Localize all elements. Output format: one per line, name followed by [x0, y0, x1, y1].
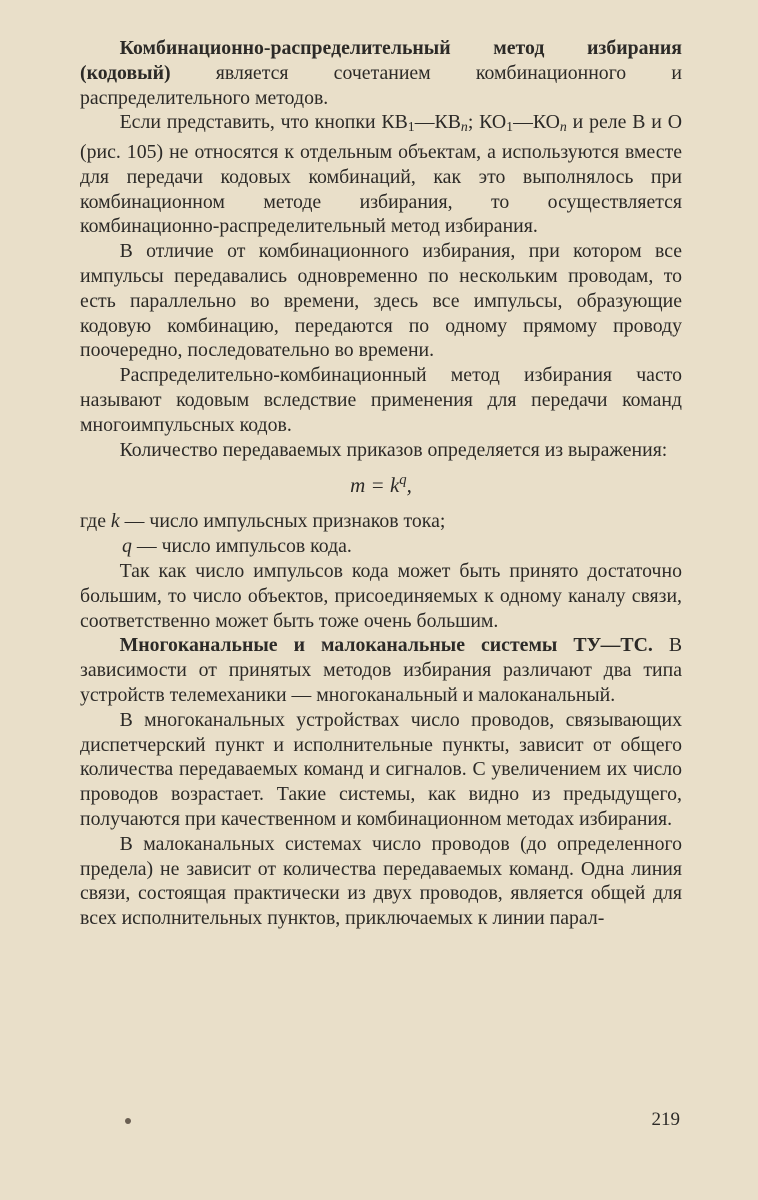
term-combination-distributed: Комбинационно-распределительный метод избирания (кодовый) — [80, 37, 682, 84]
text-fragment: —КО — [513, 111, 560, 134]
paragraph-combination-distributed-method — [80, 36, 682, 110]
heading-multichannel: Многоканальные и малоканальные системы ТУ—ТС. — [119, 634, 653, 657]
formula — [80, 466, 682, 499]
text-fragment: Если представить, что кнопки КВ — [119, 111, 408, 134]
subscript: n — [559, 119, 567, 135]
formula-exponent: q — [399, 472, 407, 489]
paragraph-command-count: Количество передаваемых приказов определяется из выражения: — [119, 438, 668, 461]
subscript: 1 — [506, 119, 514, 135]
text-fragment: и реле В и О (рис. 105) не относятся к отдельным объектам, а используются вместе для передачи кодовых комбинаций, как это выполнялось при комбинационном методе избирания, то осуществляется комбинационно-распределительный метод избирания. — [80, 111, 682, 238]
paragraph-multichannel-devices: В многоканальных устройствах число проводов, связывающих диспетчерский пункт и исполнительные пункты, зависит от общего количества передаваемых команд и сигналов. С увеличением их число проводов возрастает. Такие системы, как видно из предыдущего, получаются при качественном и комбинационном методах избирания. — [80, 708, 682, 830]
page-number: 219 — [651, 1109, 680, 1130]
paragraph-multichannel-systems — [80, 633, 682, 707]
where-text: — число импульсов кода. — [131, 535, 352, 558]
where-line-k — [80, 509, 682, 534]
page-text — [80, 36, 682, 1146]
paragraph-code-method: Распределительно-комбинационный метод избирания часто называют кодовым вследствие применения для передачи команд многоимпульсных кодов. — [80, 364, 682, 436]
symbol-k: k — [110, 510, 120, 533]
formula-tail: , — [406, 473, 412, 498]
text-fragment: —КВ — [414, 111, 461, 134]
paragraph-difference: В отличие от комбинационного избирания, при котором все импульсы передавались одновременно по нескольким проводам, то есть параллельно во времени, здесь все импульсы, образующие кодовую комбинацию, передаются по одному прямому проводу поочередно, последовательно во времени. — [80, 240, 682, 362]
paragraph-large-number: Так как число импульсов кода может быть принято достаточно большим, то число объектов, присоединяемых к одному каналу связи, соответственно может быть тоже очень большим. — [80, 559, 682, 632]
text-fragment: ; КО — [467, 111, 507, 134]
formula-base: m = k — [350, 473, 400, 498]
where-prefix: где — [80, 510, 111, 533]
paragraph-lowchannel-systems: В малоканальных системах число проводов (до определенного предела) не зависит от количества передаваемых команд. Одна линия связи, состоящая практически из двух проводов, является общей для всех исполнительных пунктов, приключаемых к линии парал- — [80, 832, 682, 930]
paragraph-text: В зависимости от принятых методов избирания различают два типа устройств телемеханики — многоканальный и малоканальный. — [80, 634, 683, 706]
subscript: 1 — [407, 119, 415, 135]
where-text: — число импульсных признаков тока; — [119, 510, 446, 533]
paragraph-buttons-relays — [80, 110, 682, 239]
paragraph-text: является сочетанием комбинационного и распределительного методов. — [80, 61, 682, 109]
subscript: n — [460, 119, 468, 135]
where-line-q — [80, 534, 682, 559]
symbol-q: q — [122, 535, 132, 558]
ink-dot — [125, 1118, 131, 1124]
